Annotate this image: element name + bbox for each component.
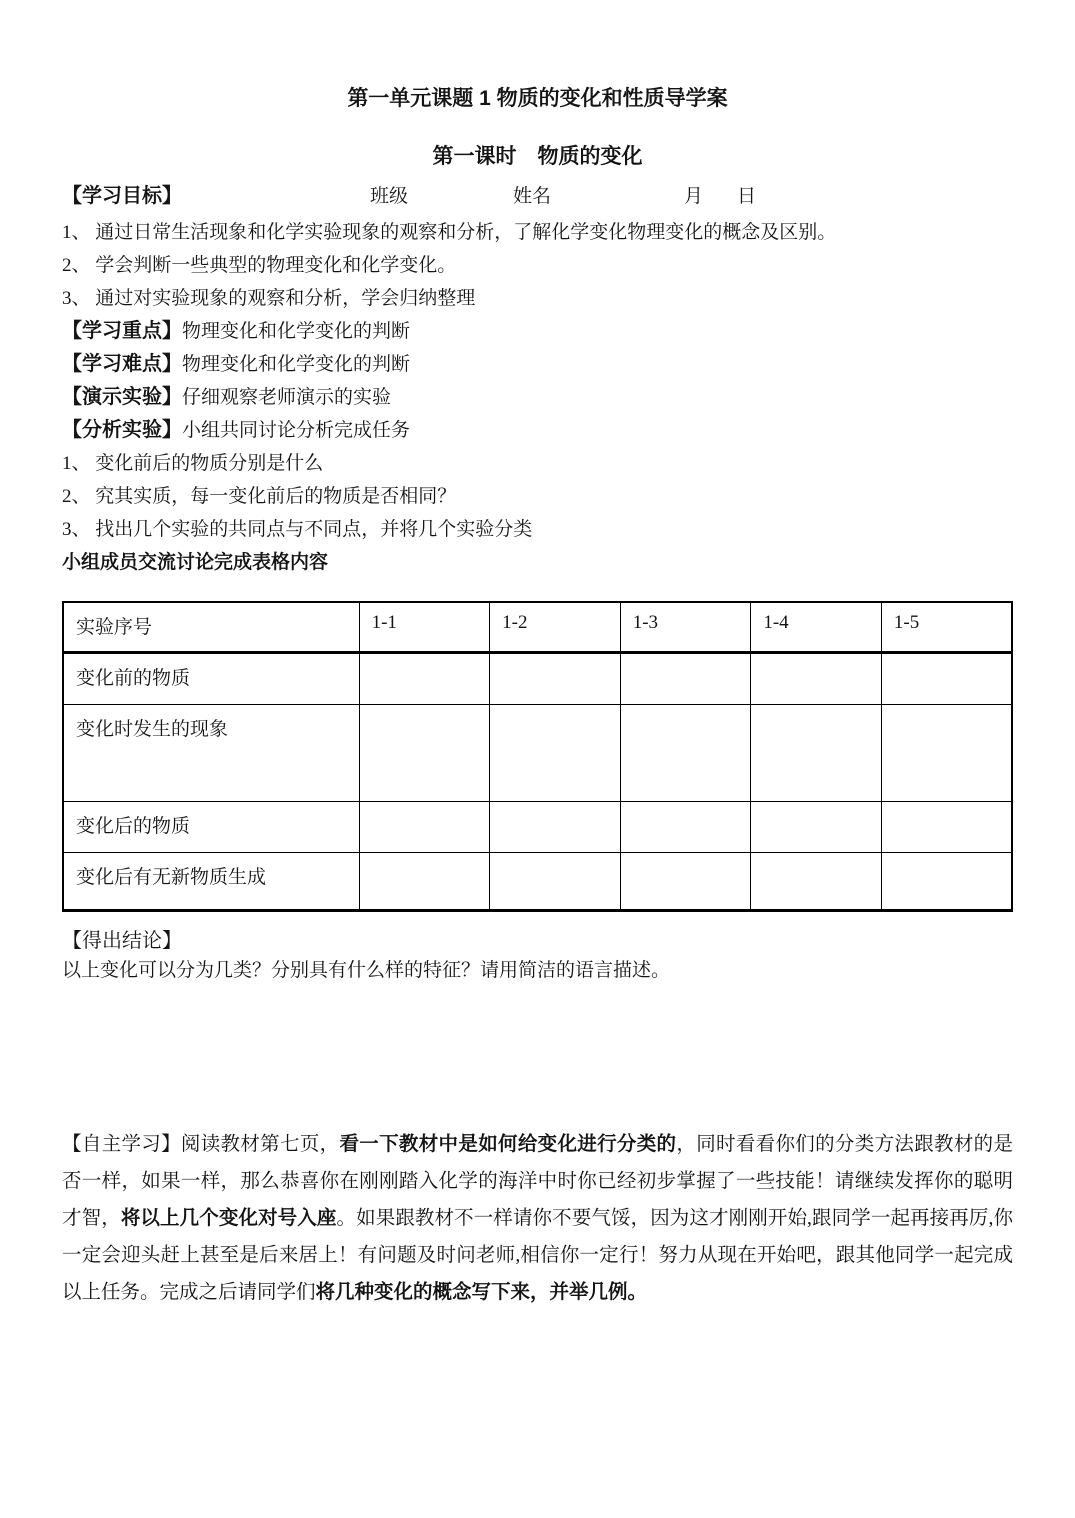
section-label-key-point: 【学习重点】 <box>62 320 182 342</box>
section-text: 物理变化和化学变化的判断 <box>182 354 411 375</box>
meta-line <box>62 181 1013 212</box>
day-label: 日 <box>737 186 757 207</box>
analysis-task: 3、 找出几个实验的共同点与不同点，并将几个实验分类 <box>62 519 533 540</box>
goal-item: 2、 学会判断一些典型的物理变化和化学变化。 <box>62 255 457 276</box>
table-row-label: 变化后的物质 <box>63 802 359 853</box>
table-row-label: 变化时发生的现象 <box>63 705 359 802</box>
table-header-cell: 实验序号 <box>63 602 359 653</box>
table-header-row <box>63 602 1012 653</box>
table-cell-empty <box>881 853 1012 911</box>
class-label: 班级 <box>370 186 409 207</box>
table-cell-empty <box>620 802 751 853</box>
table-cell-empty <box>620 705 751 802</box>
self-study-paragraph <box>62 1126 1013 1311</box>
table-cell-empty <box>751 705 882 802</box>
self-study-segment: 【自主学习】阅读教材第七页， <box>62 1134 340 1155</box>
table-header-cell: 1-3 <box>620 602 751 653</box>
table-row <box>63 802 1012 853</box>
section-text: 小组共同讨论分析完成任务 <box>182 420 411 441</box>
goal-list <box>62 216 1013 315</box>
self-study-segment-bold: 将以上几个变化对号入座 <box>120 1207 337 1229</box>
self-study-segment: 。如果跟教材不一样请你不要气馁，因为这才刚刚开始,跟同学一起再接再厉,你一定会迎头赶上甚至是后来居上！有问题及时问老师,相信你一定行！努力从现在开始吧，跟其他同学一起完成以上任务。完成之后请同学们 <box>62 1208 1013 1303</box>
section-label-difficulty: 【学习难点】 <box>62 353 182 375</box>
table-row <box>63 853 1012 911</box>
doc-title: 第一单元课题 1 物质的变化和性质导学案 <box>347 87 728 110</box>
analysis-task: 2、 究其实质，每一变化前后的物质是否相同？ <box>62 486 457 507</box>
table-cell-empty <box>751 653 882 705</box>
section-label-demo-experiment: 【演示实验】 <box>62 386 182 408</box>
table-cell-empty <box>490 705 621 802</box>
table-cell-empty <box>620 653 751 705</box>
table-cell-empty <box>490 853 621 911</box>
section-label-goals: 【学习目标】 <box>62 185 182 207</box>
section-text: 仔细观察老师演示的实验 <box>182 387 392 408</box>
doc-subtitle: 第一课时 物质的变化 <box>432 145 643 168</box>
table-cell-empty <box>881 705 1012 802</box>
section-line-demo-experiment <box>62 381 1013 414</box>
section-label-analyze-experiment: 【分析实验】 <box>62 419 182 441</box>
name-label: 姓名 <box>513 186 552 207</box>
section-text: 物理变化和化学变化的判断 <box>182 321 411 342</box>
month-label: 月 <box>684 186 704 207</box>
experiment-table <box>62 601 1013 912</box>
table-cell-empty <box>359 853 490 911</box>
self-study-segment-bold: 看一下教材中是如何给变化进行分类的 <box>339 1133 677 1155</box>
table-row <box>63 705 1012 802</box>
table-cell-empty <box>490 802 621 853</box>
conclusion-question: 以上变化可以分为几类？分别具有什么样的特征？请用简洁的语言描述。 <box>62 960 671 981</box>
table-header-cell: 1-5 <box>881 602 1012 653</box>
table-row <box>63 653 1012 705</box>
table-cell-empty <box>359 653 490 705</box>
table-cell-empty <box>751 802 882 853</box>
table-cell-empty <box>490 653 621 705</box>
self-study-segment-bold: 将几种变化的概念写下来，并举几例。 <box>315 1281 648 1303</box>
analysis-task: 1、 变化前后的物质分别是什么 <box>62 453 324 474</box>
self-study-segment: ，同时看看你们的分类方法跟教材的是否一样，如果一样，那么恭喜你在刚刚踏入化学的海洋中时你已经初步掌握了一些技能！请继续发挥你的聪明才智， <box>62 1134 1013 1229</box>
table-row-label: 变化前的物质 <box>63 653 359 705</box>
table-cell-empty <box>359 802 490 853</box>
goal-item: 1、 通过日常生活现象和化学实验现象的观察和分析，了解化学变化物理变化的概念及区别。 <box>62 222 837 243</box>
section-line-key-point <box>62 315 1013 348</box>
table-cell-empty <box>620 853 751 911</box>
table-row-label: 变化后有无新物质生成 <box>63 853 359 911</box>
goal-item: 3、 通过对实验现象的观察和分析，学会归纳整理 <box>62 288 476 309</box>
table-cell-empty <box>881 653 1012 705</box>
section-list <box>62 315 1013 447</box>
table-cell-empty <box>751 853 882 911</box>
table-intro: 小组成员交流讨论完成表格内容 <box>62 552 329 573</box>
section-line-analyze-experiment <box>62 414 1013 447</box>
table-header-cell: 1-1 <box>359 602 490 653</box>
table-cell-empty <box>359 705 490 802</box>
table-header-cell: 1-4 <box>751 602 882 653</box>
table-cell-empty <box>881 802 1012 853</box>
section-label-conclusion: 【得出结论】 <box>62 930 182 952</box>
analysis-task-list <box>62 447 1013 546</box>
table-header-cell: 1-2 <box>490 602 621 653</box>
section-line-difficulty <box>62 348 1013 381</box>
